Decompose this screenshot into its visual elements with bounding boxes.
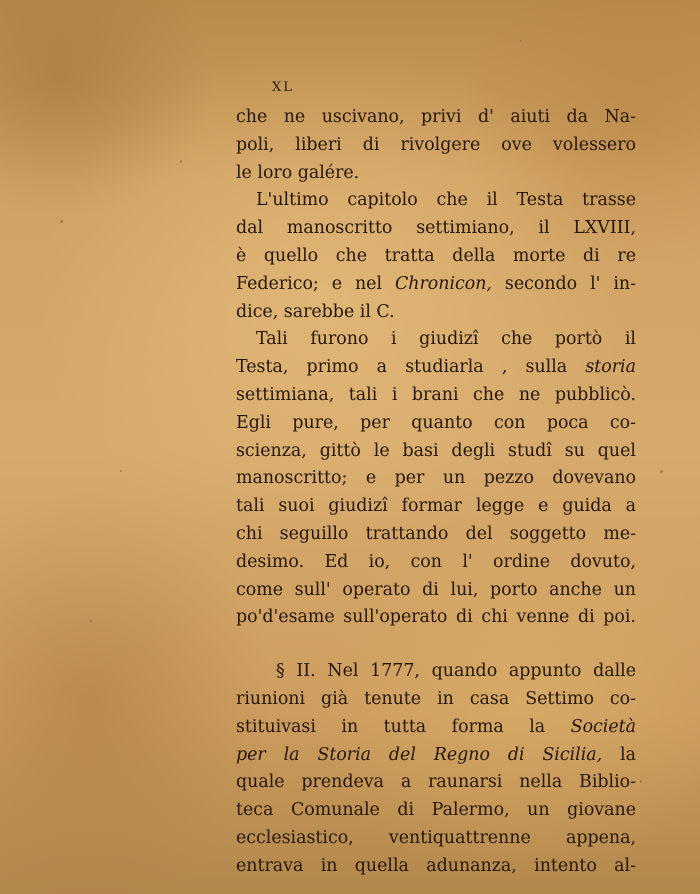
paper-speck — [120, 470, 122, 472]
text-segment: Testa, primo a studiarla , sulla — [236, 357, 586, 378]
paper-speck — [640, 780, 642, 783]
text-line: chi seguillo trattando del soggetto me- — [236, 523, 636, 544]
page-number: XL — [272, 80, 294, 95]
text-line — [236, 326, 636, 354]
text-line: poli, liberi di rivolgere ove volessero — [236, 134, 636, 155]
paper-speck — [180, 160, 182, 163]
text-line: po'd'esame sull'operato di chi venne di poi. — [236, 607, 636, 628]
text-line: desimo. Ed io, con l' ordine dovuto, — [236, 551, 636, 572]
text-segment: la — [602, 744, 636, 765]
text-line: quale prendeva a raunarsi nella Biblio- — [236, 772, 636, 793]
text-line — [236, 271, 636, 299]
text-line: come sull' operato di lui, porto anche un — [236, 579, 636, 600]
text-segment: Tali furono i giudizî che portò il — [256, 329, 636, 350]
paper-speck — [90, 620, 92, 622]
text-line — [236, 742, 636, 770]
section-heading-line: § II. Nel 1777, quando appunto dalle — [276, 661, 636, 682]
paper-speck — [300, 860, 302, 862]
text-segment: Federico; e nel — [236, 273, 395, 294]
text-line: le loro galére. — [236, 162, 360, 183]
text-line: Egli pure, per quanto con poca co- — [236, 412, 636, 433]
text-line: riunioni già tenute in casa Settimo co- — [236, 688, 636, 709]
text-line — [236, 354, 636, 382]
text-segment: stituivasi in tutta forma la — [236, 716, 571, 737]
text-line — [236, 714, 636, 742]
text-line: L'ultimo capitolo che il Testa trasse — [256, 190, 636, 211]
text-line: teca Comunale di Palermo, un giovane — [236, 800, 636, 821]
text-segment: secondo l' in- — [491, 273, 636, 294]
text-line: settimiana, tali i brani che ne pubblicò. — [236, 384, 636, 405]
text-line: scienza, gittò le basi degli studî su quel — [236, 440, 636, 461]
italic-word: storia — [585, 357, 636, 378]
paper-speck — [660, 470, 663, 473]
text-line: ecclesiastico, ventiquattrenne appena, — [236, 827, 636, 848]
text-line: manoscritto; e per un pezzo dovevano — [236, 468, 636, 489]
paper-speck — [60, 220, 63, 223]
text-line: che ne uscivano, privi d' aiuti da Na- — [236, 107, 636, 127]
text-line: tali suoi giudizî formar legge e guida a — [236, 496, 636, 517]
section-gap — [236, 632, 636, 658]
text-line: dal manoscritto settimiano, il LXVIII, — [236, 218, 636, 239]
text-line: dice, sarebbe il C. — [236, 301, 395, 322]
paper-speck — [520, 40, 522, 42]
italic-title: per la Storia del Regno di Sicilia, — [236, 744, 603, 765]
italic-title: Società — [570, 716, 636, 737]
body-text — [236, 104, 636, 881]
italic-title: Chronicon, — [394, 273, 492, 294]
text-line: entrava in quella adunanza, intento al- — [236, 855, 636, 876]
text-line: è quello che tratta della morte di re — [236, 245, 636, 266]
